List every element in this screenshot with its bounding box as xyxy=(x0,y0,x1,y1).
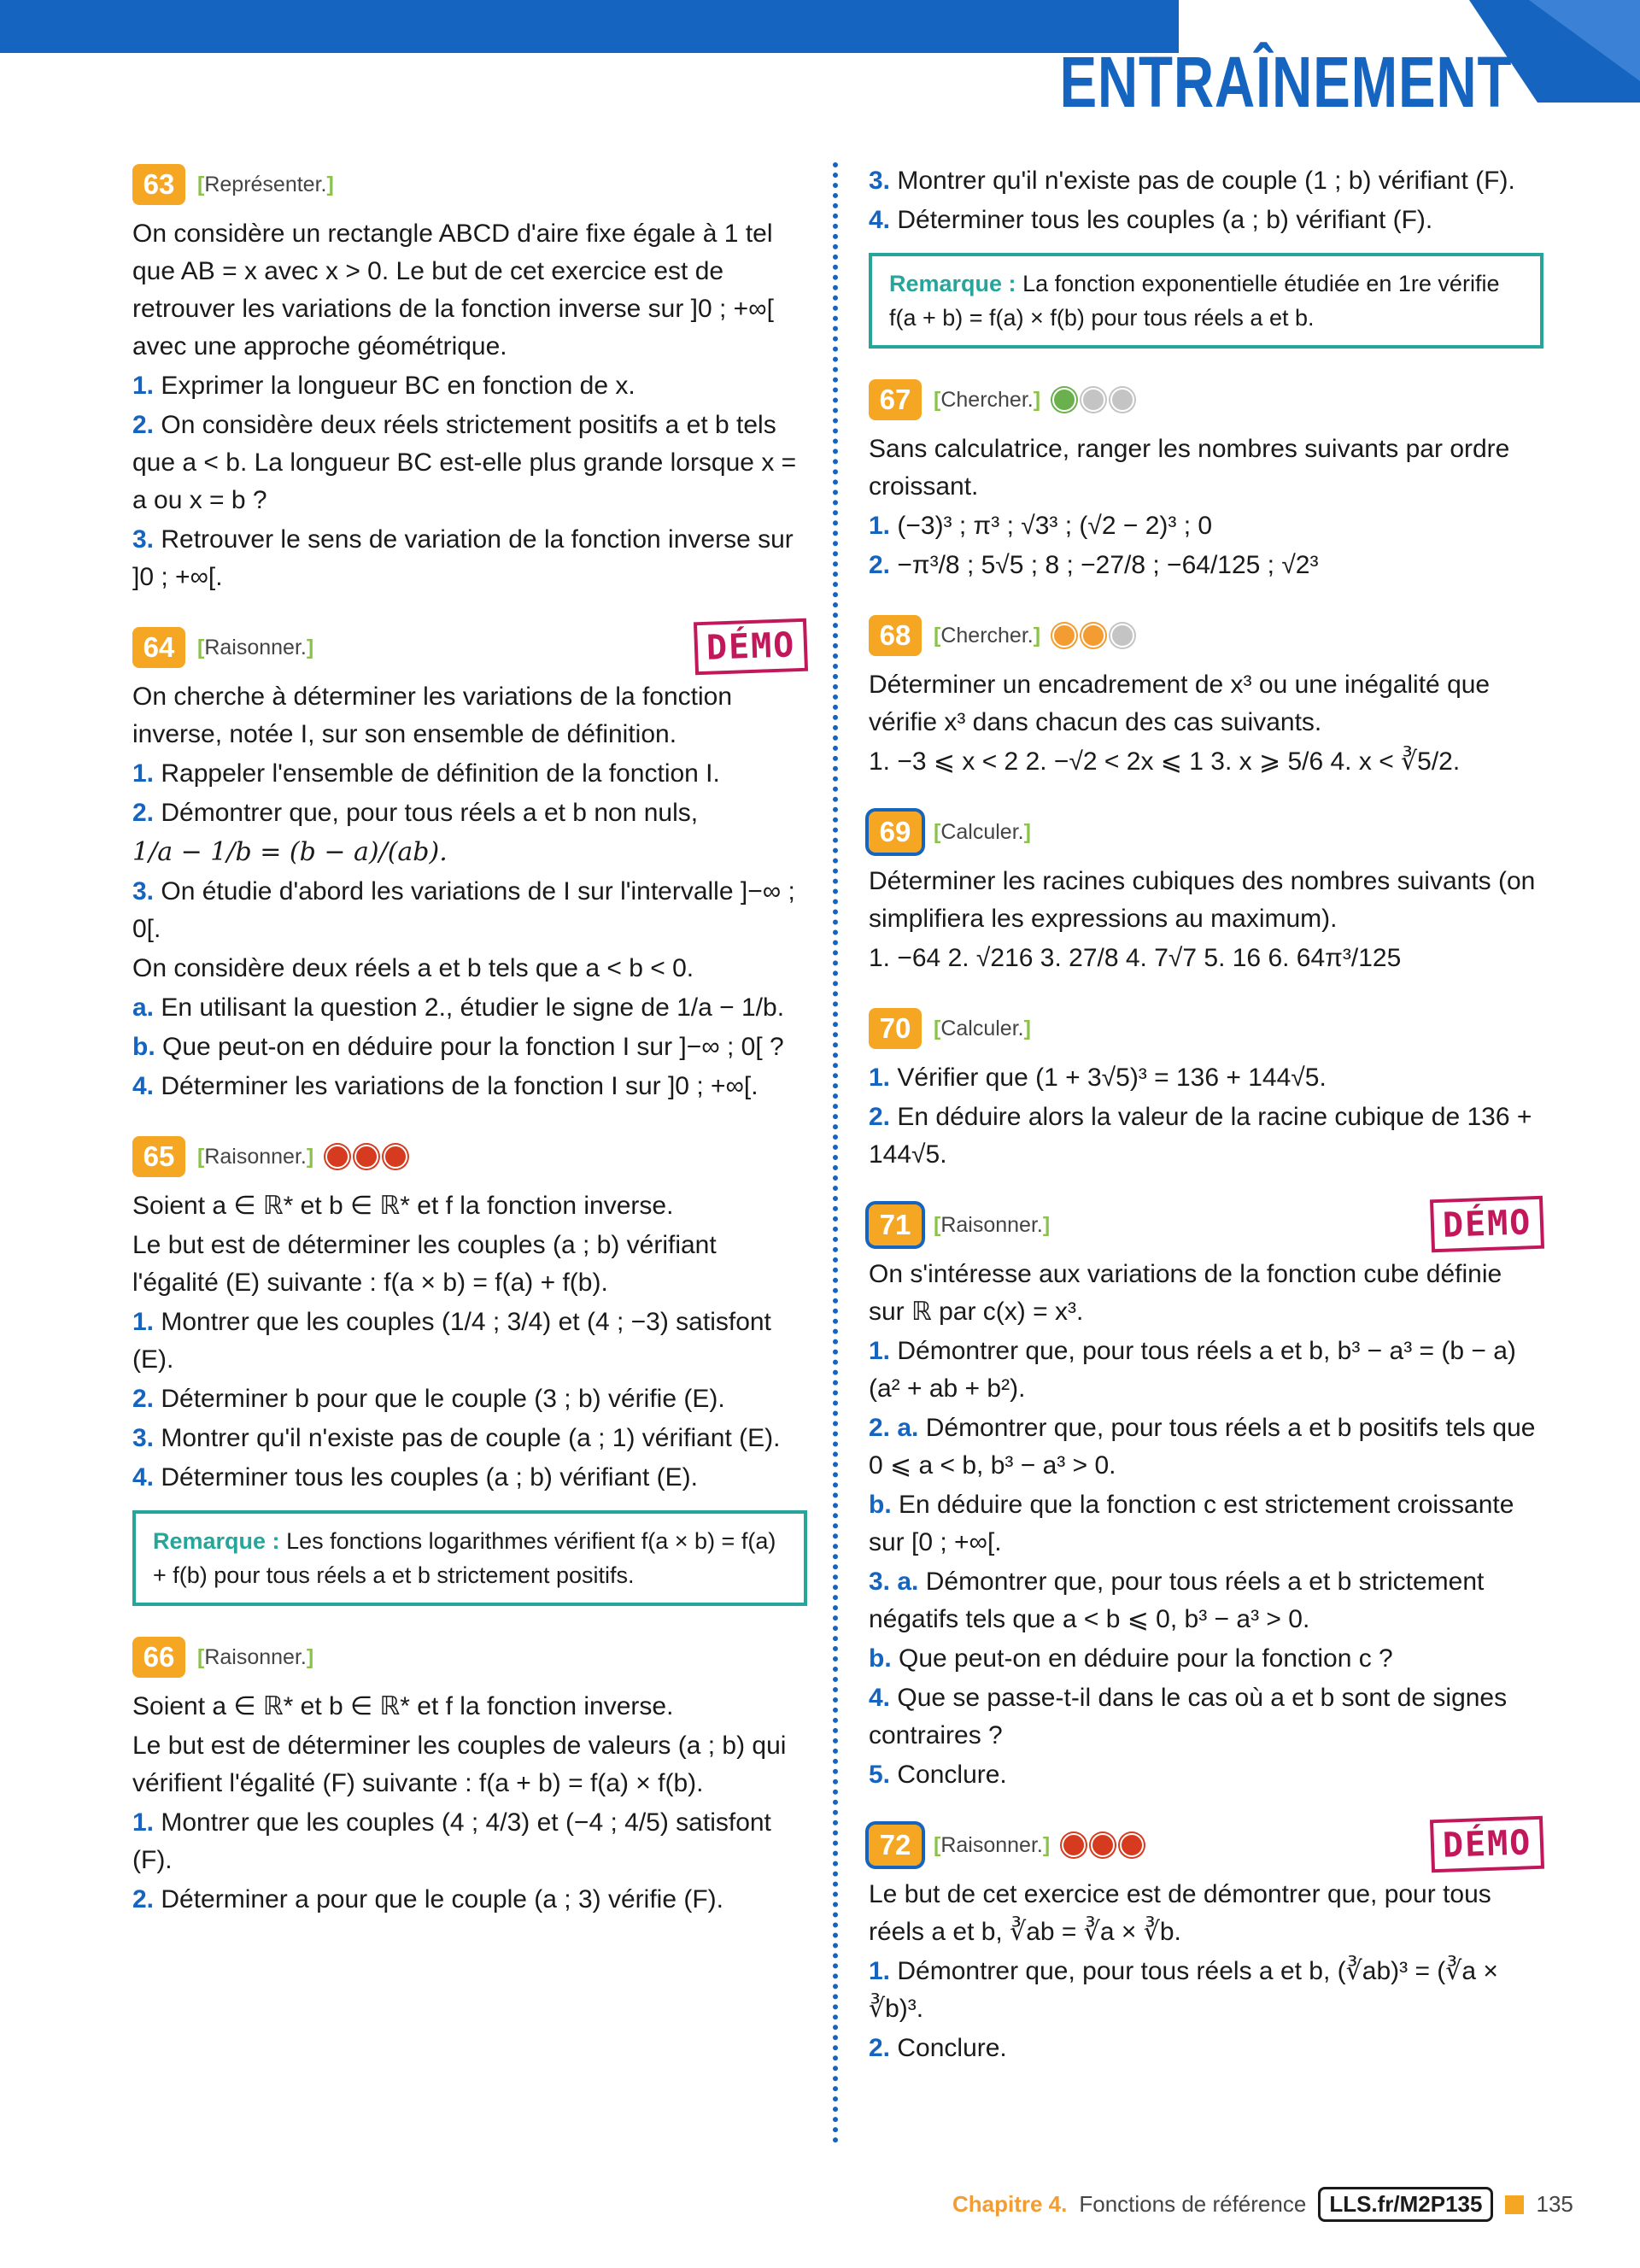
statement: On cherche à déterminer les variations de la fonction inverse, notée I, sur son ensemble de définition. xyxy=(132,683,733,748)
statement: Le but de cet exercice est de démontrer que, pour tous réels a et b, ∛ab = ∛a × ∛b. xyxy=(869,1880,1491,1946)
exercise-number: 71 xyxy=(869,1204,922,1245)
demo-badge: DÉMO xyxy=(1430,1196,1544,1253)
question: b. Que peut-on en déduire pour la fonction c ? xyxy=(869,1644,1393,1673)
question: 5. Conclure. xyxy=(869,1761,1007,1789)
exercise-tag: [Raisonner.] xyxy=(197,1644,314,1669)
exercise-tag: [Raisonner.] xyxy=(197,635,314,659)
section-title: ENTRAÎNEMENT xyxy=(1059,42,1512,122)
question: a. En utilisant la question 2., étudier le signe de 1/a − 1/b. xyxy=(132,993,785,1022)
resource-link[interactable]: LLS.fr/M2P135 xyxy=(1318,2187,1493,2222)
difficulty-dots xyxy=(325,1145,407,1169)
footer-square-icon xyxy=(1505,2195,1524,2214)
question: 3. Montrer qu'il n'existe pas de couple (1 ; b) vérifiant (F). xyxy=(869,167,1515,195)
question: 4. Déterminer les variations de la fonction I sur ]0 ; +∞[. xyxy=(132,1072,758,1100)
page-footer xyxy=(952,2187,1573,2222)
question: 3. Retrouver le sens de variation de la fonction inverse sur ]0 ; +∞[. xyxy=(132,525,794,591)
statement: Le but est de déterminer les couples (a ; b) vérifiant l'égalité (E) suivante : f(a × b) = f(a) + f(b). xyxy=(132,1231,717,1297)
question: 1. Rappeler l'ensemble de définition de la fonction I. xyxy=(132,759,720,788)
exercise-number: 68 xyxy=(869,615,922,656)
column-divider xyxy=(833,162,838,2144)
question: 1. (−3)³ ; π³ ; √3³ ; (√2 − 2)³ ; 0 xyxy=(869,512,1213,540)
question: 3. a. Démontrer que, pour tous réels a et b strictement négatifs tels que a < b ⩽ 0, b³ − a³ > 0. xyxy=(869,1568,1485,1633)
exercise-tag: [Calculer.] xyxy=(934,1016,1031,1040)
remark-box: Remarque : La fonction exponentielle étudiée en 1re vérifie f(a + b) = f(a) × f(b) pour tous réels a et b. xyxy=(869,253,1543,349)
demo-badge: DÉMO xyxy=(694,618,808,676)
question: 1. Montrer que les couples (4 ; 4/3) et (−4 ; 4/5) satisfont (F). xyxy=(132,1808,771,1874)
question: b. Que peut-on en déduire pour la fonction I sur ]−∞ ; 0[ ? xyxy=(132,1033,784,1061)
question: 2. −π³/8 ; 5√5 ; 8 ; −27/8 ; −64/125 ; √2³ xyxy=(869,551,1319,579)
exercise-67 xyxy=(869,378,1543,584)
exercise-tag: [Raisonner.] xyxy=(934,1212,1051,1237)
page-number: 135 xyxy=(1536,2191,1573,2217)
exercise-number: 67 xyxy=(869,379,922,420)
cases: 1. −64 2. √216 3. 27/8 4. 7√7 5. 16 6. 64π³/125 xyxy=(869,944,1402,972)
right-column xyxy=(869,162,1543,2096)
question: 1. Vérifier que (1 + 3√5)³ = 136 + 144√5. xyxy=(869,1064,1327,1092)
question: 1. Démontrer que, pour tous réels a et b, b³ − a³ = (b − a)(a² + ab + b²). xyxy=(869,1337,1516,1403)
chapter-label: Chapitre 4. xyxy=(952,2191,1068,2217)
question: 1. Démontrer que, pour tous réels a et b, (∛ab)³ = (∛a × ∛b)³. xyxy=(869,1957,1498,2023)
remark-box: Remarque : Les fonctions logarithmes vérifient f(a × b) = f(a) + f(b) pour tous réels a et b strictement positifs. xyxy=(132,1510,807,1606)
exercise-70 xyxy=(869,1006,1543,1174)
statement: Soient a ∈ ℝ* et b ∈ ℝ* et f la fonction inverse. xyxy=(132,1692,674,1720)
exercise-71 xyxy=(869,1203,1543,1794)
question: 1. Exprimer la longueur BC en fonction de x. xyxy=(132,372,636,400)
exercise-tag: [Chercher.] xyxy=(934,387,1041,412)
exercise-number: 72 xyxy=(869,1825,922,1866)
demo-badge: DÉMO xyxy=(1430,1816,1544,1873)
question: b. En déduire que la fonction c est strictement croissante sur [0 ; +∞[. xyxy=(869,1491,1514,1556)
question: 4. Déterminer tous les couples (a ; b) vérifiant (E). xyxy=(132,1463,698,1491)
exercise-tag: [Calculer.] xyxy=(934,819,1031,844)
cases: 1. −3 ⩽ x < 2 2. −√2 < 2x ⩽ 1 3. x ⩾ 5/6 4. x < ∛5/2. xyxy=(869,747,1461,776)
exercise-number: 69 xyxy=(869,812,922,853)
exercise-68 xyxy=(869,613,1543,781)
question: 1. Montrer que les couples (1/4 ; 3/4) et (4 ; −3) satisfont (E). xyxy=(132,1308,771,1374)
left-column xyxy=(132,162,807,1948)
question: 2. Déterminer b pour que le couple (3 ; b) vérifie (E). xyxy=(132,1385,725,1413)
statement: Le but est de déterminer les couples de valeurs (a ; b) qui vérifient l'égalité (F) suivante : f(a + b) = f(a) × f(b). xyxy=(132,1732,787,1797)
exercise-66-continued xyxy=(869,162,1543,349)
difficulty-dots xyxy=(1062,1833,1144,1857)
question: 2. Conclure. xyxy=(869,2034,1007,2062)
exercise-65 xyxy=(132,1134,807,1606)
exercise-number: 70 xyxy=(869,1008,922,1049)
exercise-66 xyxy=(132,1635,807,1919)
exercise-63 xyxy=(132,162,807,596)
question: 2. En déduire alors la valeur de la racine cubique de 136 + 144√5. xyxy=(869,1103,1532,1169)
statement: Soient a ∈ ℝ* et b ∈ ℝ* et f la fonction inverse. xyxy=(132,1192,674,1220)
exercise-number: 66 xyxy=(132,1637,185,1678)
exercise-tag: [Raisonner.] xyxy=(934,1832,1051,1857)
question: 3. Montrer qu'il n'existe pas de couple (a ; 1) vérifiant (E). xyxy=(132,1424,781,1452)
exercise-69 xyxy=(869,810,1543,977)
statement: On s'intéresse aux variations de la fonction cube définie sur ℝ par c(x) = x³. xyxy=(869,1260,1502,1326)
exercise-tag: [Représenter.] xyxy=(197,172,334,196)
exercise-number: 65 xyxy=(132,1136,185,1177)
difficulty-dots xyxy=(1052,624,1134,648)
chapter-title: Fonctions de référence xyxy=(1079,2191,1307,2217)
exercise-64 xyxy=(132,625,807,1105)
question: 2. a. Démontrer que, pour tous réels a et b positifs tels que 0 ⩽ a < b, b³ − a³ > 0. xyxy=(869,1414,1536,1480)
question: 4. Déterminer tous les couples (a ; b) vérifiant (F). xyxy=(869,206,1433,234)
statement: Sans calculatrice, ranger les nombres suivants par ordre croissant. xyxy=(869,435,1510,501)
question: 4. Que se passe-t-il dans le cas où a et b sont de signes contraires ? xyxy=(869,1684,1508,1749)
question: 2. On considère deux réels strictement positifs a et b tels que a < b. La longueur BC est-elle plus grande lorsque x = a ou x = b ? xyxy=(132,411,797,514)
statement: Déterminer les racines cubiques des nombres suivants (on simplifiera les expressions au maximum). xyxy=(869,867,1536,933)
exercise-number: 63 xyxy=(132,164,185,205)
statement: On considère deux réels a et b tels que a < b < 0. xyxy=(132,954,694,982)
exercise-tag: [Chercher.] xyxy=(934,623,1041,648)
exercise-72 xyxy=(869,1823,1543,2067)
formula: 1/a − 1/b = (b − a)/(ab). xyxy=(132,837,448,867)
exercise-tag: [Raisonner.] xyxy=(197,1144,314,1169)
statement: On considère un rectangle ABCD d'aire fixe égale à 1 tel que AB = x avec x > 0. Le but de cet exercice est de retrouver les variations de la fonction inverse sur ]0 ; +∞[ avec une approche géométrique. xyxy=(132,220,774,360)
question: 2. Démontrer que, pour tous réels a et b non nuls, xyxy=(132,799,699,827)
question: 2. Déterminer a pour que le couple (a ; 3) vérifie (F). xyxy=(132,1885,723,1913)
top-banner xyxy=(0,0,1179,53)
statement: Déterminer un encadrement de x³ ou une inégalité que vérifie x³ dans chacun des cas suivants. xyxy=(869,671,1491,736)
difficulty-dots xyxy=(1052,388,1134,412)
exercise-number: 64 xyxy=(132,627,185,668)
question: 3. On étudie d'abord les variations de I sur l'intervalle ]−∞ ; 0[. xyxy=(132,877,795,943)
